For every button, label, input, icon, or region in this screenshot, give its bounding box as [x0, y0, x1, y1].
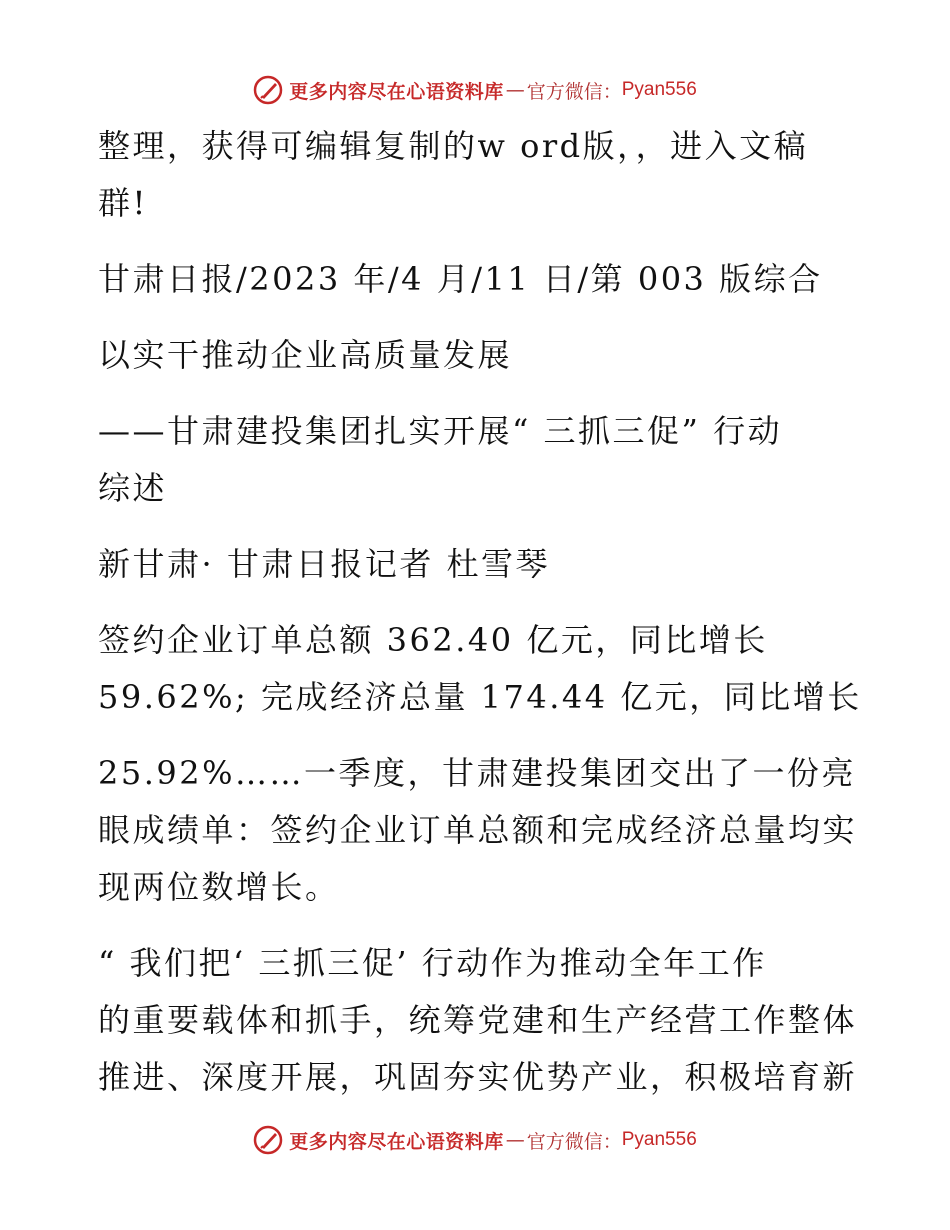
article-subtitle — [98, 403, 858, 517]
text-line: ——甘肃建投集团扎实开展“ 三抓三促” 行动 — [98, 412, 783, 450]
text-line: “ 我们把‘ 三抓三促’ 行动作为推动全年工作 — [98, 944, 767, 982]
quill-seal-icon — [253, 1125, 283, 1155]
text-line: 59.62%; 完成经济总量 174.44 亿元，同比增长 — [98, 678, 862, 716]
text-line: 综述 — [98, 469, 168, 507]
banner-wechat-id: Pyan556 — [621, 79, 697, 100]
text-line: 群! — [98, 184, 148, 222]
paragraph — [98, 935, 858, 1106]
banner-text: 更多内容尽在心语资料库 — [289, 1130, 504, 1153]
text-line: 整理，获得可编辑复制的w ord版，，进入文稿 — [98, 127, 809, 165]
header-banner — [0, 70, 950, 110]
banner-wechat-label: 官方微信： — [526, 80, 622, 103]
footer-banner — [0, 1120, 950, 1160]
article-title — [98, 327, 858, 384]
text-line: 的重要载体和抓手，统筹党建和生产经营工作整体 — [98, 1001, 858, 1039]
text-line: 签约企业订单总额 362.40 亿元，同比增长 — [98, 621, 768, 659]
text-line: 现两位数增长。 — [98, 868, 340, 906]
banner-wechat-label: 官方微信： — [526, 1130, 622, 1153]
paragraph — [98, 745, 858, 916]
text-line: 25.92%……一季度，甘肃建投集团交出了一份亮 — [98, 754, 857, 792]
document-body — [98, 118, 862, 1125]
text-line: 甘肃日报/2023 年/4 月/11 日/第 003 版综合 — [98, 260, 823, 298]
paragraph — [98, 251, 858, 308]
paragraph — [98, 612, 862, 726]
byline — [98, 536, 858, 593]
text-line: 眼成绩单：签约企业订单总额和完成经济总量均实 — [98, 811, 858, 849]
text-line: 新甘肃· 甘肃日报记者 杜雪琴 — [98, 545, 551, 583]
text-line: 以实干推动企业高质量发展 — [98, 336, 513, 374]
banner-separator: — — [505, 79, 525, 101]
quill-seal-icon — [253, 75, 283, 105]
banner-text: 更多内容尽在心语资料库 — [289, 80, 504, 103]
text-line: 推进、深度开展，巩固夯实优势产业，积极培育新 — [98, 1058, 858, 1096]
paragraph — [98, 118, 858, 232]
banner-wechat-id: Pyan556 — [621, 1129, 697, 1150]
banner-separator: — — [505, 1129, 525, 1151]
